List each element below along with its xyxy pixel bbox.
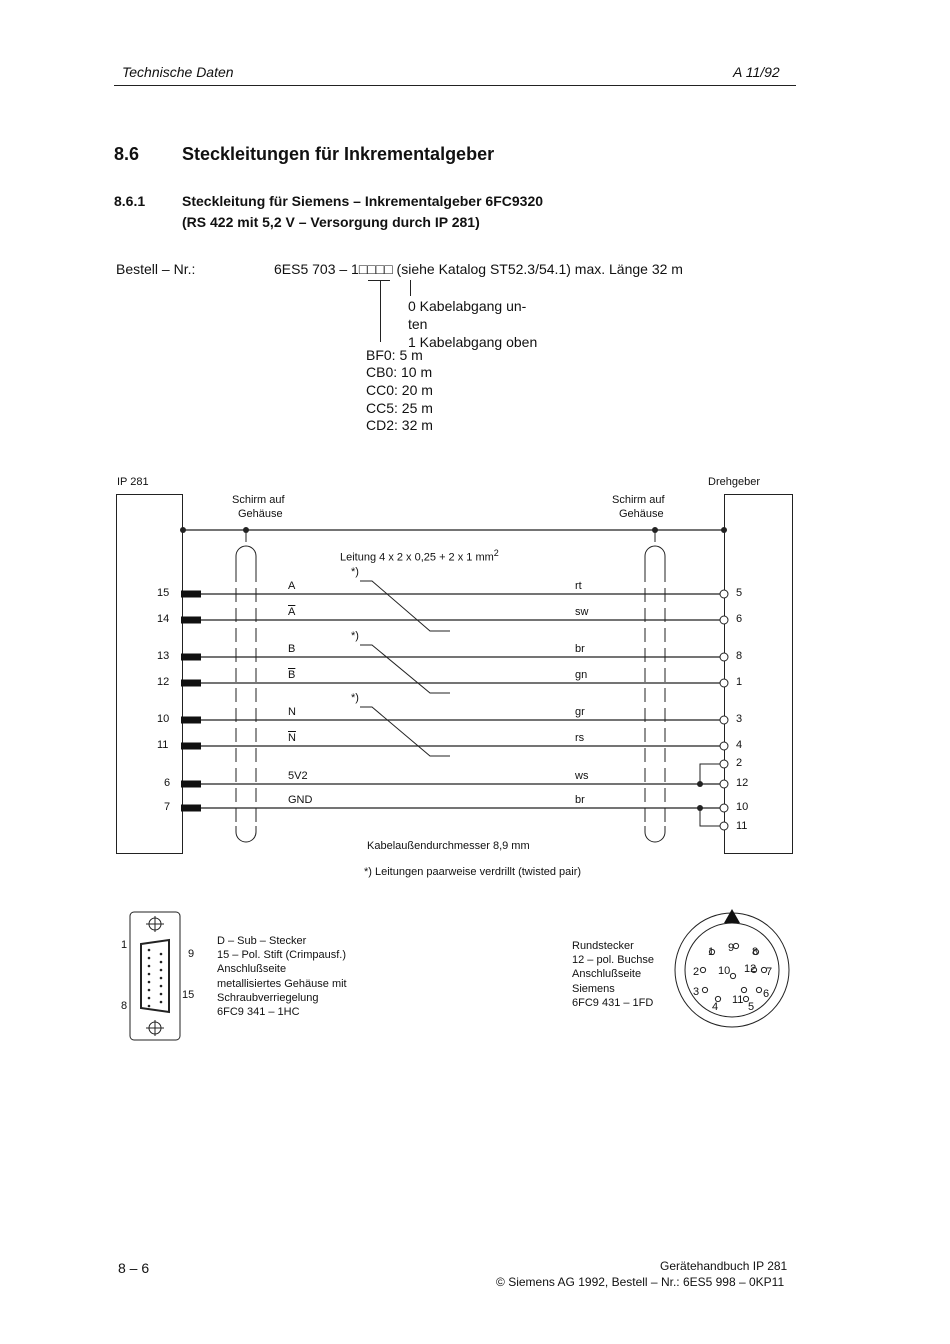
- signal-name: N: [288, 706, 296, 718]
- section-number: 8.6: [114, 144, 140, 164]
- subsection-title-line1: Steckleitung für Siemens – Inkrementalgeber 6FC9320: [182, 193, 544, 209]
- twisted-mark-2: *): [351, 630, 359, 642]
- shield-left-line2: Gehäuse: [238, 508, 283, 520]
- round-pin-number: 2: [693, 966, 700, 978]
- section-title: Steckleitungen für Inkrementalgeber: [182, 144, 495, 164]
- order-length-3: CC5: 25 m: [366, 400, 433, 416]
- left-pin-number: 12: [157, 676, 170, 688]
- subsection-title-line2: (RS 422 mit 5,2 V – Versorgung durch IP 281): [182, 214, 480, 230]
- round-line: Anschlußseite: [572, 968, 642, 981]
- wire-color: rt: [575, 580, 582, 592]
- signal-name: $\overline{N}$: [288, 732, 296, 744]
- round-pin-number: 11: [732, 994, 744, 1006]
- extra-right-pin-11: 11: [736, 820, 748, 832]
- round-pin-number: 9: [728, 942, 735, 954]
- round-pin-number: 12: [744, 963, 757, 975]
- twisted-mark-1: *): [351, 566, 359, 578]
- order-length-1: CB0: 10 m: [366, 364, 433, 380]
- dsub-line: D – Sub – Stecker: [217, 935, 307, 947]
- header-right: A 11/92: [733, 64, 780, 80]
- signal-name: $\overline{B}$: [288, 669, 296, 681]
- dsub-pin-15: 15: [182, 989, 195, 1001]
- signal-name: B: [288, 643, 296, 655]
- extra-right-pin-2: 2: [736, 757, 743, 769]
- subsection-number: 8.6.1: [114, 193, 146, 209]
- footer-line1: Gerätehandbuch IP 281: [660, 1259, 788, 1273]
- signal-name: $\overline{A}$: [288, 606, 296, 618]
- order-label: Bestell – Nr.:: [116, 261, 196, 277]
- left-pin-number: 10: [157, 713, 170, 725]
- round-pin-socket: [730, 973, 735, 978]
- signal-name: 5V2: [288, 770, 308, 782]
- order-option0-a: 0 Kabelabgang un-: [408, 298, 527, 314]
- right-pin-number: 8: [736, 650, 743, 662]
- left-pin-number: 6: [164, 777, 171, 789]
- round-pin-number: 6: [763, 988, 770, 1000]
- copyright-symbol: ©: [496, 1275, 505, 1289]
- round-pin-number: 1: [708, 946, 715, 958]
- footer-line2-text: Siemens AG 1992, Bestell – Nr.: 6ES5 998 – 0KP11: [508, 1275, 785, 1289]
- right-device-label: Drehgeber: [708, 476, 760, 488]
- round-line: 12 – pol. Buchse: [572, 954, 654, 967]
- round-line: Siemens: [572, 982, 615, 995]
- right-pin-number: 12: [736, 777, 749, 789]
- dsub-line: 6FC9 341 – 1HC: [217, 1006, 300, 1019]
- wire-color: br: [575, 794, 585, 806]
- right-pin-number: 6: [736, 613, 743, 625]
- round-pin-socket: [741, 987, 746, 992]
- signal-name: GND: [288, 794, 313, 806]
- right-pin-number: 3: [736, 713, 743, 725]
- wire-color: gr: [575, 706, 585, 718]
- dsub-pin-9: 9: [188, 948, 195, 960]
- wire-color: br: [575, 643, 585, 655]
- dsub-line: 15 – Pol. Stift (Crimpausf.): [217, 949, 346, 962]
- order-length-0: BF0: 5 m: [366, 347, 423, 363]
- round-pin-number: 7: [766, 966, 773, 978]
- wire-color: gn: [575, 669, 588, 681]
- order-length-2: CC0: 20 m: [366, 382, 433, 398]
- left-pin-number: 13: [157, 650, 170, 662]
- wire-color: ws: [575, 770, 589, 782]
- round-pin-socket: [743, 996, 748, 1001]
- left-pin-number: 14: [157, 613, 170, 625]
- header-left: Technische Daten: [122, 64, 234, 80]
- shield-right-line1: Schirm auf: [612, 494, 665, 506]
- dsub-line: Anschlußseite: [217, 963, 287, 976]
- round-pin-number: 3: [693, 986, 700, 998]
- round-line: 6FC9 431 – 1FD: [572, 996, 654, 1009]
- round-pin-number: 4: [712, 1001, 719, 1013]
- wire-color: rs: [575, 732, 585, 744]
- right-pin-number: 5: [736, 587, 743, 599]
- order-number: 6ES5 703 – 1□□□□ (siehe Katalog ST52.3/54.1) max. Länge 32 m: [274, 261, 683, 277]
- page-number: 8 – 6: [118, 1260, 150, 1276]
- shield-right-line2: Gehäuse: [619, 508, 664, 520]
- cable-spec-sup: 2: [493, 548, 499, 558]
- cable-spec-text: Leitung 4 x 2 x 0,25 + 2 x 1 mm: [340, 551, 494, 564]
- right-pin-number: 1: [736, 676, 743, 688]
- round-pin-socket: [733, 943, 738, 948]
- twisted-footnote: *) Leitungen paarweise verdrillt (twisted pair): [364, 866, 582, 878]
- twisted-mark-3: *): [351, 692, 359, 704]
- round-line: Rundstecker: [572, 940, 634, 952]
- signal-name: A: [288, 580, 296, 592]
- left-device-label: IP 281: [117, 476, 149, 488]
- right-pin-number: 10: [736, 801, 749, 813]
- order-option1: 1 Kabelabgang oben: [408, 334, 538, 350]
- wire-color: sw: [575, 606, 589, 618]
- round-pin-number: 8: [752, 946, 759, 958]
- dsub-line: metallisiertes Gehäuse mit: [217, 977, 347, 990]
- shield-left-line1: Schirm auf: [232, 494, 285, 506]
- round-pin-socket: [702, 987, 707, 992]
- round-pin-number: 5: [748, 1001, 755, 1013]
- left-pin-number: 7: [164, 801, 171, 813]
- round-pin-socket: [756, 987, 761, 992]
- dsub-line: Schraubverriegelung: [217, 991, 319, 1004]
- left-pin-number: 15: [157, 587, 170, 599]
- right-pin-number: 4: [736, 739, 743, 751]
- cable-diameter: Kabelaußendurchmesser 8,9 mm: [367, 840, 530, 852]
- dsub-pin-8: 8: [121, 1000, 128, 1012]
- order-length-4: CD2: 32 m: [366, 417, 433, 433]
- dsub-pin-1: 1: [121, 939, 128, 951]
- footer-line2: [496, 1275, 784, 1289]
- round-pin-number: 10: [718, 965, 731, 977]
- round-pin-socket: [700, 967, 705, 972]
- order-option0-b: ten: [408, 316, 428, 332]
- left-pin-number: 11: [157, 739, 169, 751]
